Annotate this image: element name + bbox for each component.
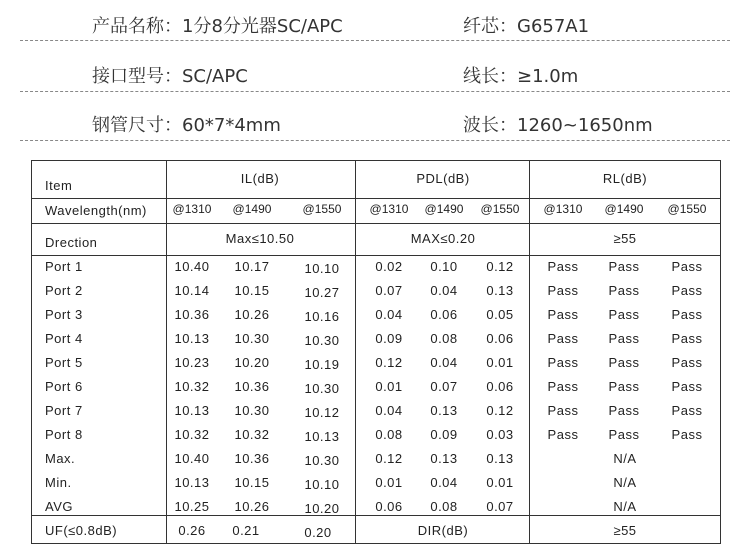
il-value: 10.10 [304,477,340,492]
il-value: 10.10 [304,261,340,276]
il-value: 10.15 [234,475,270,490]
rl-value: Pass [671,379,703,394]
pdl-value: 0.08 [430,499,458,514]
il-value: 10.32 [234,427,270,442]
wavelength-header: @1490 [424,202,464,216]
pdl-value: 0.13 [486,451,514,466]
spec-item [463,12,589,38]
item-header: Item [45,178,73,193]
pdl-value: 0.06 [486,331,514,346]
spec-value: ≥1.0m [517,66,579,87]
rl-value: Pass [608,427,640,442]
group-header: IL(dB) [240,171,280,186]
pdl-value: 0.13 [430,451,458,466]
il-value: 10.30 [304,453,340,468]
il-value: 10.23 [174,355,210,370]
il-value: 10.36 [234,451,270,466]
pdl-value: 0.07 [486,499,514,514]
direction-label: Drection [45,235,98,250]
il-value: 10.15 [234,283,270,298]
spec-label: 钢管尺寸： [92,115,182,136]
il-value: 10.19 [304,357,340,372]
rl-value: Pass [547,283,579,298]
il-value: 10.40 [174,451,210,466]
spec-limit: MAX≤0.20 [410,231,476,246]
pdl-value: 0.10 [430,259,458,274]
rl-value: N/A [613,451,637,466]
divider [20,140,730,141]
rl-value: Pass [608,403,640,418]
rl-value: Pass [608,259,640,274]
spec-label: 接口型号： [92,66,182,87]
spec-limit: ≥55 [613,231,637,246]
dir-label: DIR(dB) [417,523,469,538]
spec-value: 1260~1650nm [517,115,653,136]
uf-value: 0.20 [304,525,332,540]
il-value: 10.13 [174,331,210,346]
il-value: 10.26 [234,499,270,514]
row-label: Port 7 [45,403,83,418]
pdl-value: 0.06 [375,499,403,514]
rl-value: N/A [613,499,637,514]
pdl-value: 0.12 [486,403,514,418]
spec-label: 产品名称： [92,16,182,37]
pdl-value: 0.05 [486,307,514,322]
spec-limit: Max≤10.50 [225,231,295,246]
pdl-value: 0.04 [430,475,458,490]
pdl-value: 0.07 [375,283,403,298]
pdl-value: 0.01 [375,379,403,394]
il-value: 10.25 [174,499,210,514]
pdl-value: 0.13 [486,283,514,298]
rl-value: Pass [547,307,579,322]
rl-value: Pass [671,331,703,346]
rl-value: Pass [608,355,640,370]
row-label: Port 1 [45,259,83,274]
pdl-value: 0.02 [375,259,403,274]
il-value: 10.14 [174,283,210,298]
il-value: 10.32 [174,379,210,394]
uf-value: 0.26 [178,523,206,538]
pdl-value: 0.12 [375,451,403,466]
pdl-value: 0.08 [375,427,403,442]
il-value: 10.30 [304,381,340,396]
spec-item [92,111,281,137]
pdl-value: 0.04 [430,283,458,298]
row-label: AVG [45,499,73,514]
uf-value: 0.21 [232,523,260,538]
il-value: 10.13 [174,475,210,490]
row-label: Port 8 [45,427,83,442]
rl-value: Pass [547,403,579,418]
il-value: 10.13 [304,429,340,444]
rl-value: Pass [671,355,703,370]
spec-value: G657A1 [517,16,590,37]
dir-value: ≥55 [613,523,637,538]
wavelength-header: @1310 [369,202,409,216]
il-value: 10.30 [234,403,270,418]
il-value: 10.16 [304,309,340,324]
pdl-value: 0.12 [486,259,514,274]
il-value: 10.40 [174,259,210,274]
pdl-value: 0.04 [375,307,403,322]
row-label: Port 3 [45,307,83,322]
rl-value: Pass [547,427,579,442]
pdl-value: 0.06 [430,307,458,322]
row-label: Port 2 [45,283,83,298]
spec-item [92,12,343,38]
pdl-value: 0.03 [486,427,514,442]
rl-value: Pass [671,307,703,322]
test-results-table [31,160,721,544]
wavelength-header: @1550 [302,202,342,216]
il-value: 10.36 [174,307,210,322]
rl-value: Pass [547,379,579,394]
il-value: 10.26 [234,307,270,322]
divider [20,40,730,41]
pdl-value: 0.09 [430,427,458,442]
row-label: Max. [45,451,76,466]
spec-item [463,111,653,137]
rl-value: Pass [547,259,579,274]
wavelength-header: @1550 [480,202,520,216]
il-value: 10.36 [234,379,270,394]
il-value: 10.20 [304,501,340,516]
wavelength-header: @1490 [604,202,644,216]
wavelength-header: @1310 [172,202,212,216]
rl-value: Pass [671,283,703,298]
divider [20,91,730,92]
pdl-value: 0.07 [430,379,458,394]
rl-value: Pass [608,307,640,322]
il-value: 10.17 [234,259,270,274]
spec-label: 纤芯： [463,16,517,37]
pdl-value: 0.06 [486,379,514,394]
spec-value: 60*7*4mm [182,115,281,136]
pdl-value: 0.12 [375,355,403,370]
pdl-value: 0.08 [430,331,458,346]
spec-item [463,62,578,88]
group-header: RL(dB) [602,171,648,186]
pdl-value: 0.04 [430,355,458,370]
wavelength-label: Wavelength(nm) [45,203,147,218]
spec-value: SC/APC [182,66,248,87]
wavelength-header: @1310 [543,202,583,216]
rl-value: Pass [671,403,703,418]
il-value: 10.20 [234,355,270,370]
rl-value: Pass [547,331,579,346]
il-value: 10.32 [174,427,210,442]
row-label: Min. [45,475,72,490]
row-label: Port 4 [45,331,83,346]
spec-item [92,62,248,88]
group-header: PDL(dB) [416,171,470,186]
il-value: 10.27 [304,285,340,300]
uf-label: UF(≤0.8dB) [45,523,118,538]
row-label: Port 6 [45,379,83,394]
pdl-value: 0.04 [375,403,403,418]
rl-value: Pass [608,379,640,394]
il-value: 10.30 [304,333,340,348]
pdl-value: 0.01 [375,475,403,490]
pdl-value: 0.01 [486,475,514,490]
spec-label: 波长： [463,115,517,136]
pdl-value: 0.09 [375,331,403,346]
il-value: 10.30 [234,331,270,346]
rl-value: Pass [671,259,703,274]
spec-label: 线长： [463,66,517,87]
rl-value: N/A [613,475,637,490]
pdl-value: 0.01 [486,355,514,370]
pdl-value: 0.13 [430,403,458,418]
spec-value: 1分8分光器SC/APC [182,16,343,37]
rl-value: Pass [608,331,640,346]
wavelength-header: @1490 [232,202,272,216]
rl-value: Pass [608,283,640,298]
rl-value: Pass [547,355,579,370]
il-value: 10.12 [304,405,340,420]
wavelength-header: @1550 [667,202,707,216]
rl-value: Pass [671,427,703,442]
il-value: 10.13 [174,403,210,418]
row-label: Port 5 [45,355,83,370]
